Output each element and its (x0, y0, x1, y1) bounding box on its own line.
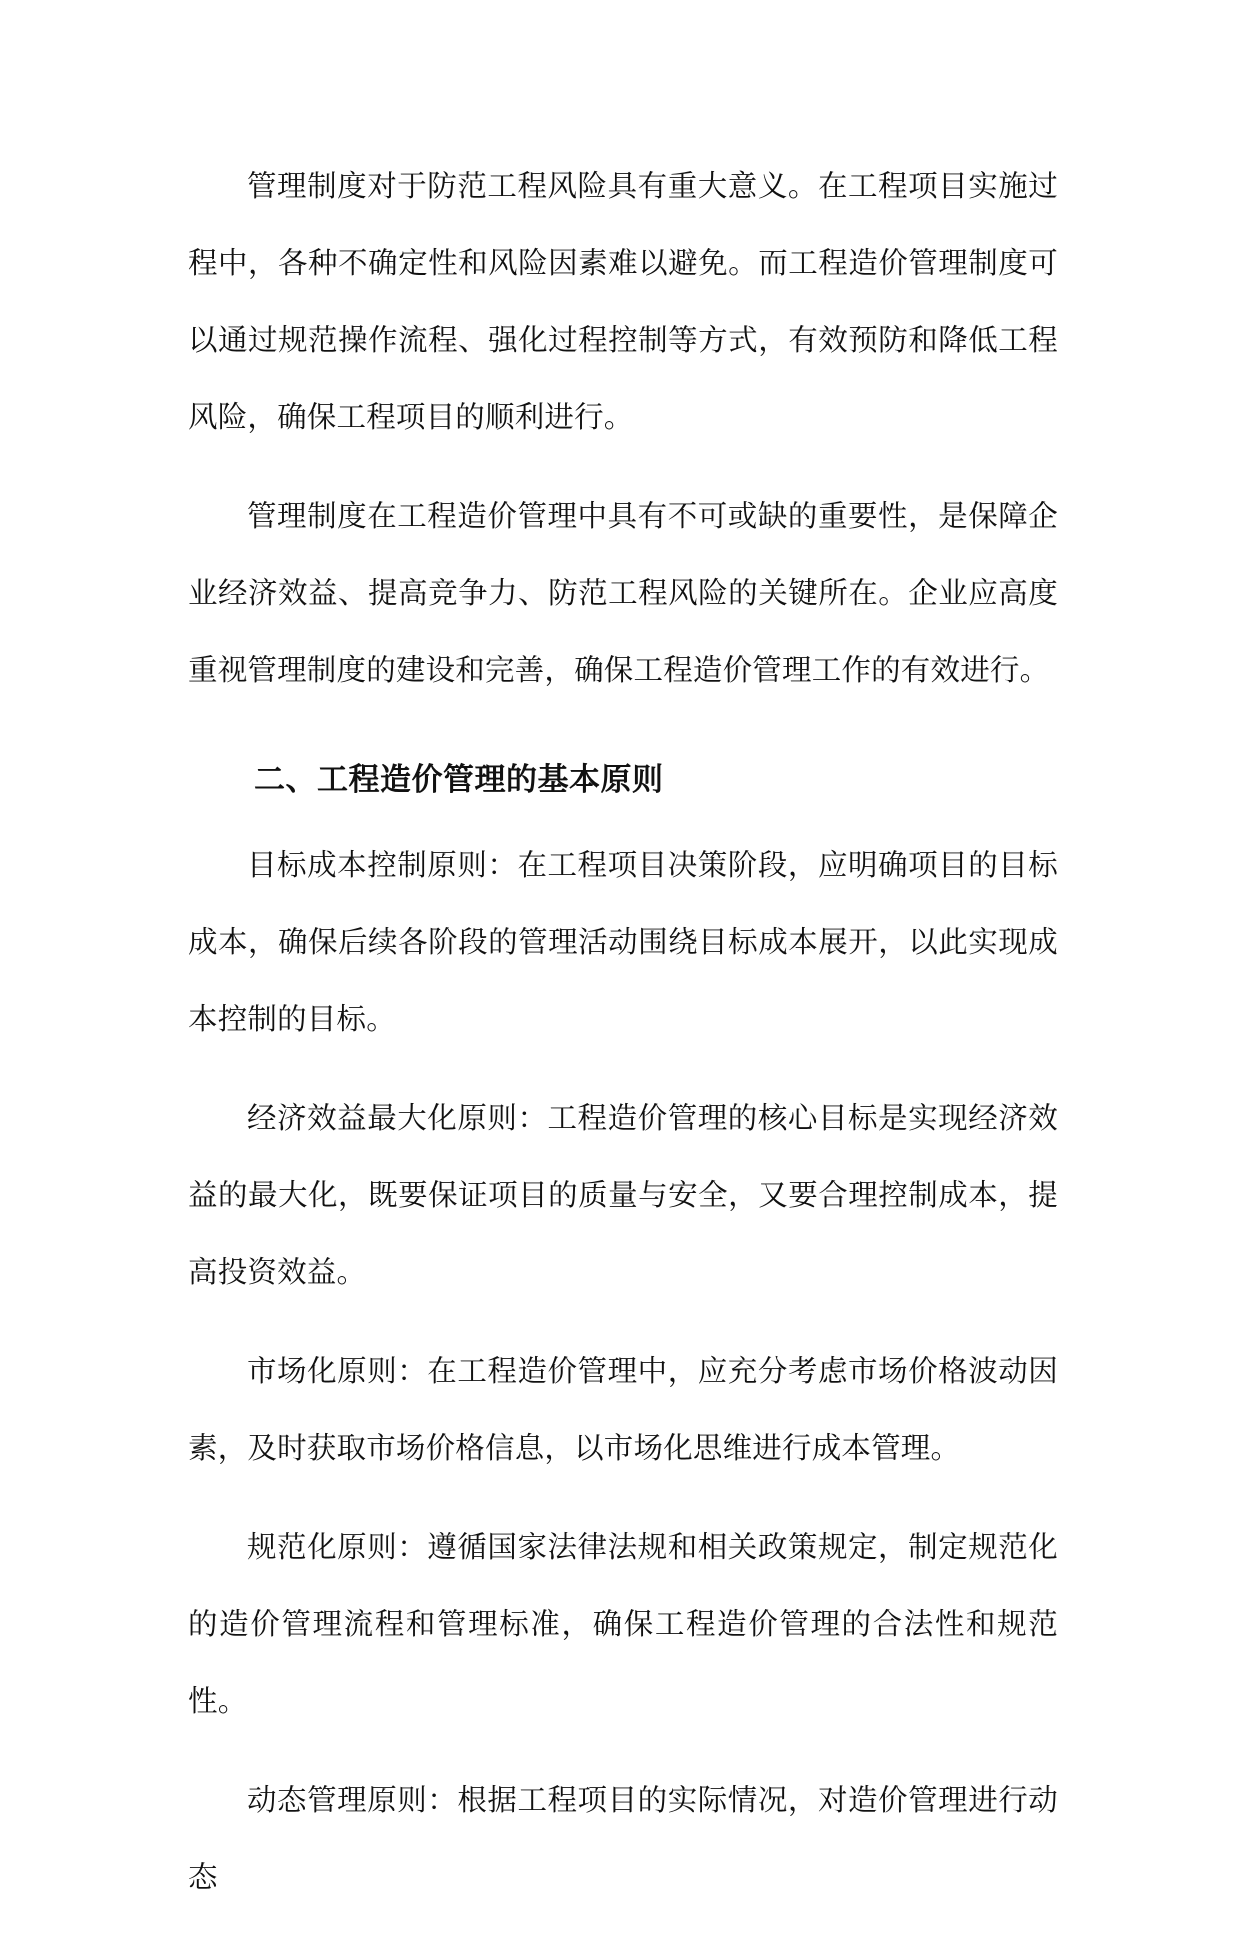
body-paragraph: 动态管理原则：根据工程项目的实际情况，对造价管理进行动态 (188, 1783, 1058, 1894)
body-paragraph: 规范化原则：遵循国家法律法规和相关政策规定，制定规范化的造价管理流程和管理标准，确保工程造价管理的合法性和规范性。 (188, 1530, 1058, 1718)
body-paragraph: 目标成本控制原则：在工程项目决策阶段，应明确项目的目标成本，确保后续各阶段的管理活动围绕目标成本展开，以此实现成本控制的目标。 (188, 848, 1058, 1036)
body-paragraph: 经济效益最大化原则：工程造价管理的核心目标是实现经济效益的最大化，既要保证项目的质量与安全，又要合理控制成本，提高投资效益。 (188, 1101, 1058, 1289)
body-paragraph: 管理制度在工程造价管理中具有不可或缺的重要性，是保障企业经济效益、提高竞争力、防范工程风险的关键所在。企业应高度重视管理制度的建设和完善，确保工程造价管理工作的有效进行。 (188, 499, 1058, 687)
section-heading: 二、工程造价管理的基本原则 (254, 762, 664, 798)
document-page (188, 148, 1058, 1938)
body-paragraph: 管理制度对于防范工程风险具有重大意义。在工程项目实施过程中，各种不确定性和风险因素难以避免。而工程造价管理制度可以通过规范操作流程、强化过程控制等方式，有效预防和降低工程风险，确保工程项目的顺利进行。 (188, 169, 1058, 434)
body-paragraph: 市场化原则：在工程造价管理中，应充分考虑市场价格波动因素，及时获取市场价格信息，以市场化思维进行成本管理。 (188, 1354, 1058, 1465)
